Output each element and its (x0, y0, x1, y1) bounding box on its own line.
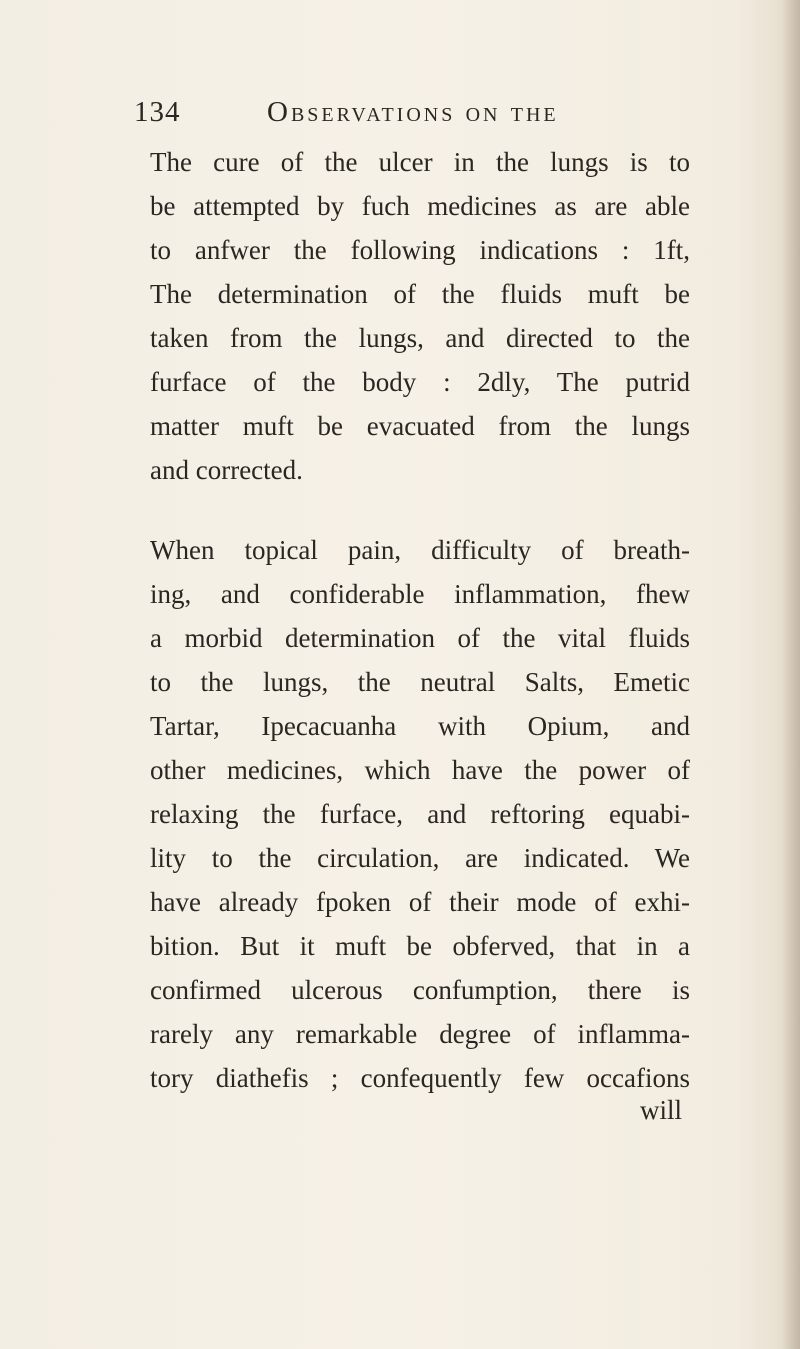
catchword: will (640, 1095, 683, 1125)
text-line: ing, and confiderable inflammation, fhew (150, 579, 690, 609)
paragraph-2 (150, 528, 690, 1100)
text-line: relaxing the furface, and reftoring equabi- (150, 799, 690, 829)
text-line: Tartar, Ipecacuanha with Opium, and (150, 711, 690, 741)
text-line: confirmed ulcerous confumption, there is (150, 975, 690, 1005)
text-line: The determination of the fluids muft be (150, 279, 690, 309)
text-line: bition. But it muft be obferved, that in a (150, 931, 690, 961)
text-line: rarely any remarkable degree of inflamma- (150, 1019, 690, 1049)
text-line: have already fpoken of their mode of exhi- (150, 887, 690, 917)
text-line: matter muft be evacuated from the lungs (150, 411, 690, 441)
text-line: other medicines, which have the power of (150, 755, 690, 785)
text-line: furface of the body : 2dly, The putrid (150, 367, 690, 397)
text-line: to anfwer the following indications : 1ft, (150, 235, 690, 265)
text-line: a morbid determination of the vital fluids (150, 623, 690, 653)
text-line: When topical pain, difficulty of breath- (150, 535, 690, 565)
text-line: and corrected. (150, 455, 303, 485)
text-line: tory diathefis ; confequently few occafions (150, 1063, 690, 1093)
running-head: Observations on the (267, 96, 559, 128)
page-edge-shadow (782, 0, 800, 1349)
text-line: taken from the lungs, and directed to the (150, 323, 690, 353)
paragraph-1 (150, 140, 690, 492)
paragraph-gap (150, 492, 690, 528)
text-line: be attempted by fuch medicines as are able (150, 191, 690, 221)
page-header (134, 96, 694, 136)
body-text (150, 140, 690, 1100)
text-line: to the lungs, the neutral Salts, Emetic (150, 667, 690, 697)
text-line: lity to the circulation, are indicated. We (150, 843, 690, 873)
page-number: 134 (134, 96, 181, 128)
text-line: The cure of the ulcer in the lungs is to (150, 147, 690, 177)
